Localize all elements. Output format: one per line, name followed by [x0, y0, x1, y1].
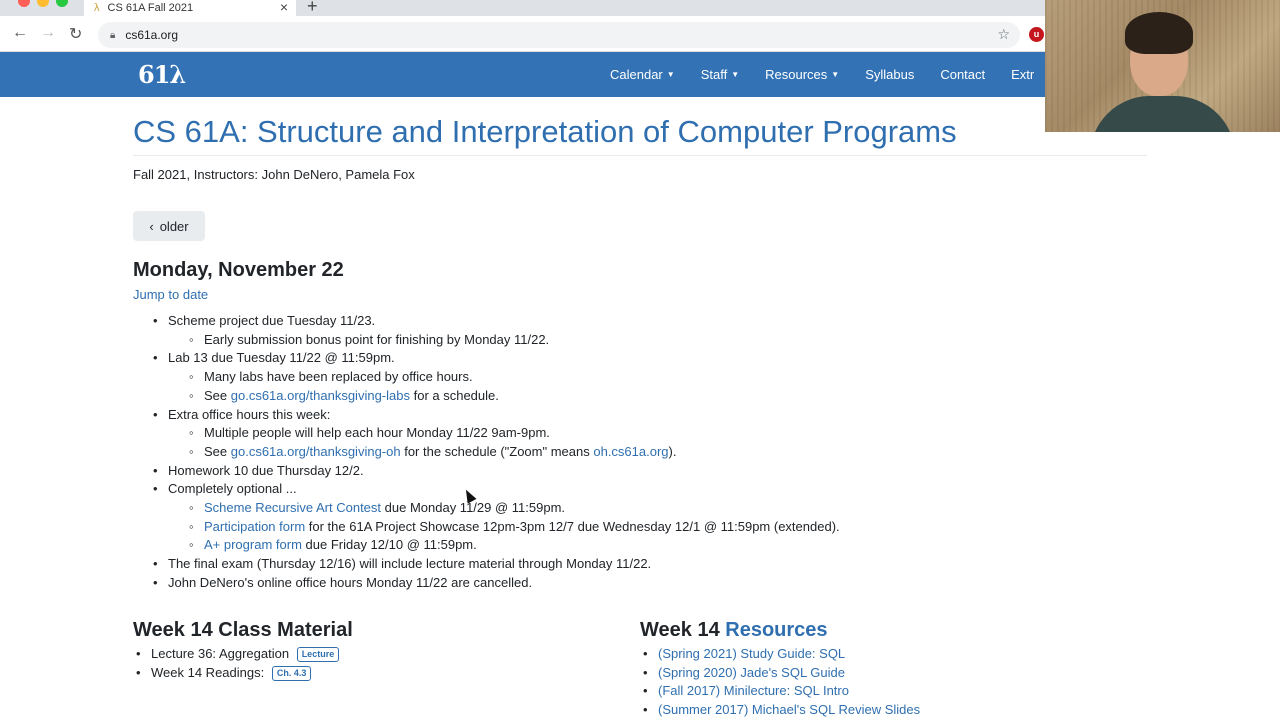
list-item-text: Extra office hours this week: — [168, 406, 331, 422]
page-title: CS 61A: Structure and Interpretation of Computer Programs — [133, 114, 957, 149]
list-item-text: See — [204, 443, 231, 459]
announcement-list — [153, 312, 840, 593]
older-label: older — [159, 218, 189, 234]
list-item-text: See — [204, 387, 231, 403]
list-item — [153, 312, 840, 331]
resources-heading-text: Week 14 — [640, 619, 726, 641]
list-item — [640, 645, 920, 664]
caret-down-icon: ▼ — [666, 70, 675, 79]
nav-staff[interactable] — [701, 67, 739, 82]
sub-list-item — [153, 518, 840, 537]
bookmark-star-icon[interactable]: ☆ — [997, 26, 1010, 42]
list-item — [640, 701, 920, 720]
class-material-list — [133, 645, 339, 682]
sub-list-item — [153, 424, 840, 443]
list-item-text: Homework 10 due Thursday 12/2. — [168, 462, 364, 478]
reading-badge[interactable]: Ch. 4.3 — [272, 666, 312, 681]
oh-link[interactable]: oh.cs61a.org — [593, 443, 669, 459]
list-item-text: for a schedule. — [409, 387, 499, 403]
lecture-badge[interactable]: Lecture — [297, 647, 340, 662]
resources-heading — [640, 619, 828, 642]
lock-icon: 🔒︎ — [110, 29, 116, 41]
nav-resources-label: Resources — [765, 67, 828, 82]
list-item-text: for the schedule ("Zoom" means — [400, 443, 594, 459]
presenter-hair — [1125, 12, 1193, 54]
thanksgiving-labs-link[interactable]: go.cs61a.org/thanksgiving-labs — [230, 387, 410, 403]
list-item-text: ). — [668, 443, 677, 459]
sub-list-item — [153, 536, 840, 555]
list-item — [640, 664, 920, 683]
list-item — [153, 406, 840, 425]
nav-contact[interactable]: Contact — [940, 67, 986, 82]
list-item-text: Lecture 36: Aggregation — [151, 646, 290, 661]
reload-icon[interactable]: ↻ — [69, 26, 83, 43]
older-button[interactable] — [133, 211, 205, 241]
aplus-form-link[interactable]: A+ program form — [204, 537, 302, 553]
webcam-overlay — [1045, 0, 1280, 132]
list-item-text: The final exam (Thursday 12/16) will include lecture material through Monday 11/22. — [168, 556, 652, 572]
nav-extra[interactable]: Extr — [1011, 67, 1035, 82]
jump-to-date-link[interactable]: Jump to date — [133, 287, 209, 302]
list-item — [153, 349, 840, 368]
site-logo[interactable]: 61λ — [138, 60, 186, 89]
resources-heading-link[interactable]: Resources — [725, 619, 828, 641]
resource-link[interactable]: (Summer 2017) Michael's SQL Review Slides — [658, 702, 921, 718]
sub-list-item — [153, 499, 840, 518]
list-item-text: Lab 13 due Tuesday 11/22 @ 11:59pm. — [168, 350, 395, 366]
url-text: cs61a.org — [125, 28, 179, 42]
caret-down-icon: ▼ — [831, 70, 840, 79]
chevron-left-icon: ‹ — [149, 218, 154, 234]
minimize-window-button[interactable] — [37, 0, 49, 7]
resource-link[interactable]: (Fall 2017) Minilecture: SQL Intro — [658, 683, 849, 699]
lambda-icon: λ — [94, 2, 100, 14]
list-item — [133, 645, 339, 664]
nav-calendar-label: Calendar — [610, 67, 663, 82]
address-bar[interactable] — [98, 22, 1020, 48]
back-icon[interactable]: ← — [12, 24, 28, 41]
list-item — [153, 462, 840, 481]
page-subtitle: Fall 2021, Instructors: John DeNero, Pamela Fox — [133, 167, 415, 182]
list-item-text: due Monday 11/29 @ 11:59pm. — [381, 500, 566, 516]
list-item-text: Completely optional ... — [168, 481, 297, 497]
list-item-text: due Friday 12/10 @ 11:59pm. — [301, 537, 477, 553]
participation-form-link[interactable]: Participation form — [204, 518, 306, 534]
close-window-button[interactable] — [18, 0, 30, 7]
resource-link[interactable]: (Spring 2020) Jade's SQL Guide — [658, 664, 845, 680]
sub-list-item — [153, 331, 840, 350]
maximize-window-button[interactable] — [56, 0, 68, 7]
list-item — [640, 682, 920, 701]
nav-resources[interactable] — [765, 67, 839, 82]
list-item-text: for the 61A Project Showcase 12pm-3pm 12/7 due Wednesday 12/1 @ 11:59pm (extended). — [305, 518, 840, 534]
list-item-text: Week 14 Readings: — [151, 664, 265, 680]
list-item-text: Early submission bonus point for finishing by Monday 11/22. — [204, 331, 550, 347]
sub-list-item — [153, 368, 840, 387]
list-item — [153, 574, 840, 593]
resource-link[interactable]: (Spring 2021) Study Guide: SQL — [658, 646, 846, 661]
nav-staff-label: Staff — [700, 67, 728, 82]
sub-list-item — [153, 443, 840, 462]
tab-title: CS 61A Fall 2021 — [107, 2, 194, 14]
nav-links — [610, 52, 1060, 97]
list-item-text: Scheme project due Tuesday 11/23. — [168, 313, 376, 328]
close-tab-icon[interactable]: × — [279, 0, 288, 15]
resources-list — [640, 645, 920, 720]
sub-list-item — [153, 387, 840, 406]
nav-syllabus[interactable]: Syllabus — [865, 67, 915, 82]
list-item — [153, 480, 840, 499]
caret-down-icon: ▼ — [731, 70, 740, 79]
list-item-text: John DeNero's online office hours Monday 11/22 are cancelled. — [168, 574, 533, 590]
browser-tab[interactable] — [84, 0, 296, 16]
art-contest-link[interactable]: Scheme Recursive Art Contest — [204, 500, 382, 516]
nav-calendar[interactable] — [610, 67, 675, 82]
thanksgiving-oh-link[interactable]: go.cs61a.org/thanksgiving-oh — [230, 443, 401, 459]
class-material-heading: Week 14 Class Material — [133, 619, 353, 641]
list-item — [133, 664, 339, 683]
extension-icon[interactable]: u — [1029, 27, 1044, 42]
list-item-text: Multiple people will help each hour Monday 11/22 9am-9pm. — [204, 425, 550, 441]
list-item — [153, 555, 840, 574]
forward-icon[interactable]: → — [40, 24, 56, 41]
new-tab-button[interactable]: + — [307, 0, 318, 16]
divider — [133, 155, 1147, 156]
list-item-text: Many labs have been replaced by office hours. — [204, 369, 473, 385]
day-heading: Monday, November 22 — [133, 259, 344, 281]
